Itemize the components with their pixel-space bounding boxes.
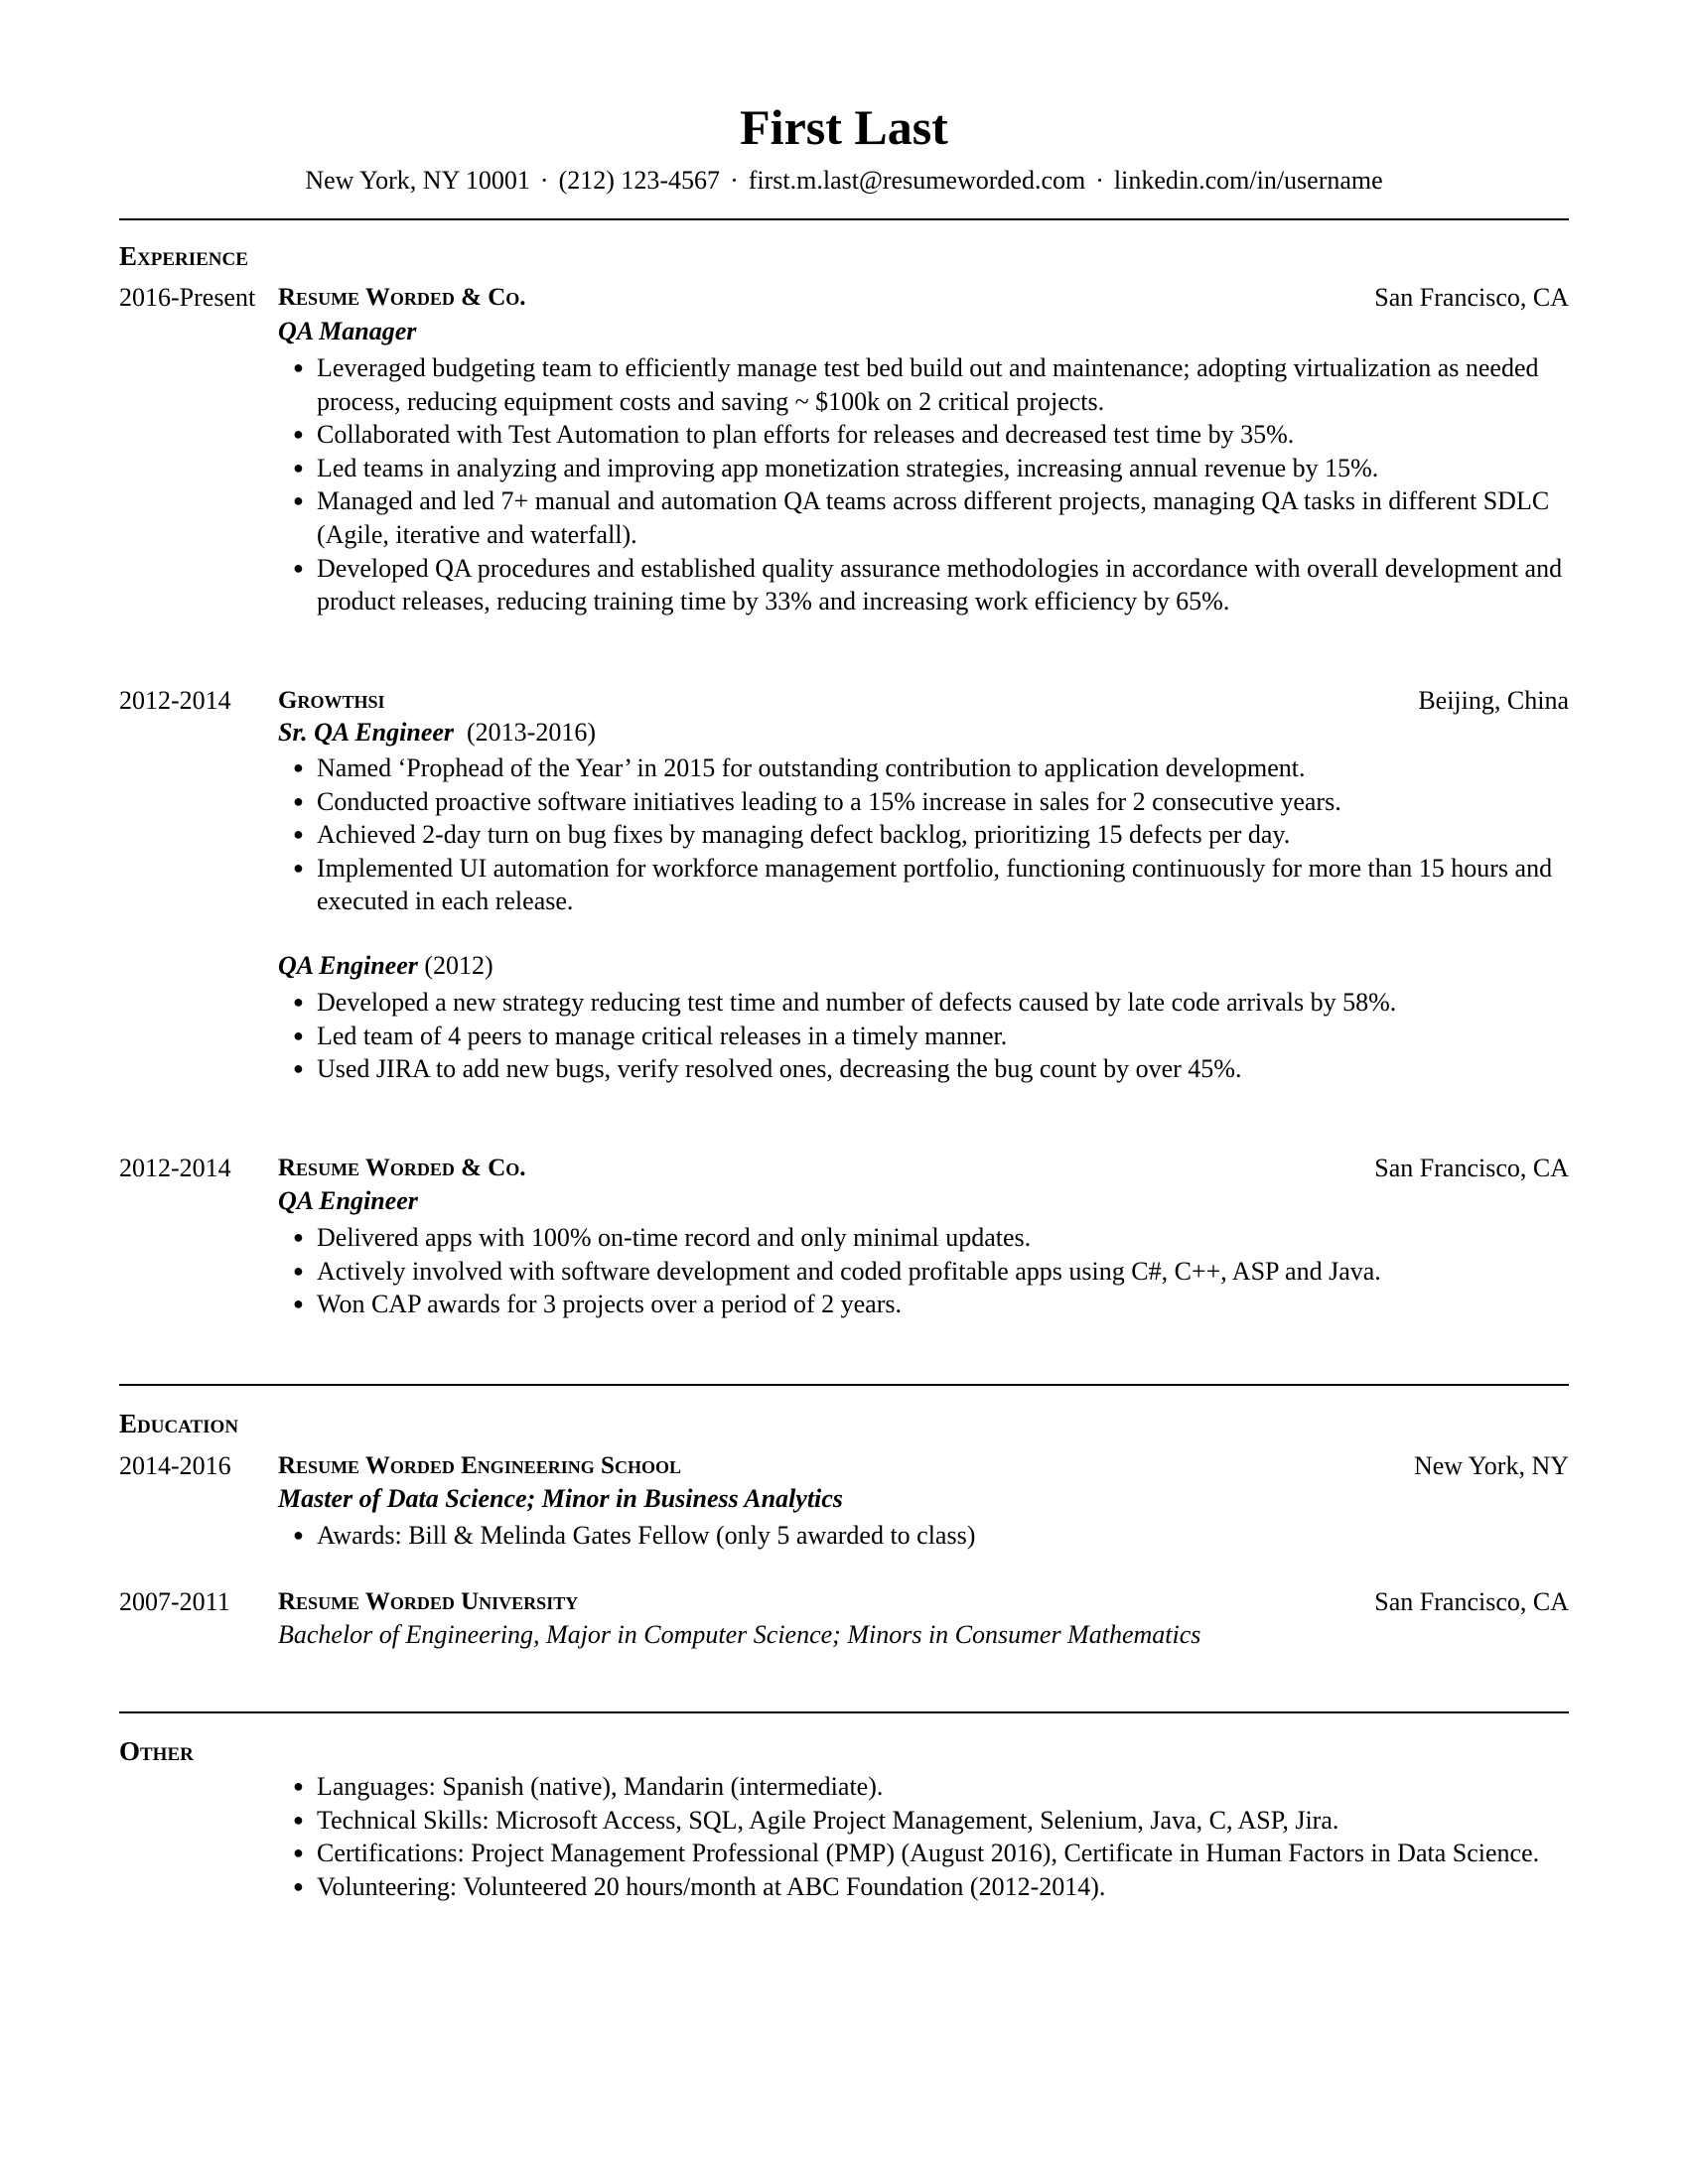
job-dates: 2016-Present <box>119 283 256 312</box>
contact-separator: · <box>1095 166 1104 195</box>
job-dates: 2012-2014 <box>119 686 231 715</box>
education-school: Resume Worded University <box>278 1588 579 1615</box>
bullet-item: ● Languages: Spanish (native), Mandarin (intermediate). <box>293 1770 1564 1804</box>
role-title: QA Engineer <box>278 1186 418 1215</box>
education-degree: Bachelor of Engineering, Major in Computer Science; Minors in Consumer Mathematics <box>278 1620 1201 1649</box>
job-location: San Francisco, CA <box>1374 1154 1569 1182</box>
bullet-item: ● Delivered apps with 100% on-time record and only minimal updates. <box>293 1221 1564 1255</box>
bullet-item: ● Actively involved with software development and coded profitable apps using C#, C++, ASP and Java. <box>293 1255 1564 1289</box>
experience-section-title: Experience <box>119 241 248 271</box>
bullet-item: ● Conducted proactive software initiatives leading to a 15% increase in sales for 2 consecutive years. <box>293 785 1564 819</box>
bullet-item: ● Used JIRA to add new bugs, verify resolved ones, decreasing the bug count by over 45%. <box>293 1052 1564 1086</box>
role-title: QA Manager <box>278 317 417 345</box>
bullet-item: ● Volunteering: Volunteered 20 hours/month at ABC Foundation (2012-2014). <box>293 1870 1564 1904</box>
job-dates: 2012-2014 <box>119 1154 231 1182</box>
bullet-item: ● Developed QA procedures and established quality assurance methodologies in accordance with overall development and product releases, reducing training time by 33% and increasing work efficiency by 65%. <box>293 552 1564 618</box>
role-title: QA Engineer <box>278 951 418 980</box>
bullet-item: ● Named ‘Prophead of the Year’ in 2015 for outstanding contribution to application development. <box>293 751 1564 785</box>
job-bullets <box>293 986 1564 1086</box>
other-bullets <box>293 1770 1564 1903</box>
education-section-title: Education <box>119 1409 239 1438</box>
job-location: San Francisco, CA <box>1374 283 1569 312</box>
education-degree: Master of Data Science; Minor in Business Analytics <box>278 1484 843 1513</box>
job-role <box>278 316 416 347</box>
contact-line <box>0 165 1688 197</box>
bullet-item: ● Awards: Bill & Melinda Gates Fellow (only 5 awarded to class) <box>293 1519 1564 1553</box>
education-location: New York, NY <box>1413 1451 1569 1480</box>
job-company: Growthsi <box>278 687 385 714</box>
job-location: Beijing, China <box>1418 686 1569 715</box>
section-divider <box>119 1384 1569 1386</box>
contact-linkedin[interactable]: linkedin.com/in/username <box>1113 166 1383 195</box>
job-role <box>278 950 493 982</box>
section-divider <box>119 1711 1569 1713</box>
job-bullets <box>293 1221 1564 1321</box>
other-section-title: Other <box>119 1736 194 1766</box>
education-dates: 2007-2011 <box>119 1587 230 1616</box>
role-period: (2012) <box>424 951 493 980</box>
contact-separator: · <box>539 166 549 195</box>
candidate-name: First Last <box>740 99 948 155</box>
bullet-item: ● Developed a new strategy reducing test time and number of defects caused by late code arrivals by 58%. <box>293 986 1564 1020</box>
bullet-item: ● Implemented UI automation for workforce management portfolio, functioning continuously for more than 15 hours and executed in each release. <box>293 852 1564 918</box>
job-bullets <box>293 751 1564 918</box>
job-role <box>278 717 596 749</box>
bullet-item: ● Led team of 4 peers to manage critical releases in a timely manner. <box>293 1020 1564 1053</box>
bullet-item: ● Certifications: Project Management Professional (PMP) (August 2016), Certificate in Human Factors in Data Science. <box>293 1837 1564 1870</box>
job-role <box>278 1185 418 1217</box>
bullet-item: ● Led teams in analyzing and improving app monetization strategies, increasing annual revenue by 15%. <box>293 452 1564 485</box>
bullet-item: ● Leveraged budgeting team to efficiently manage test bed build out and maintenance; adopting virtualization as needed process, reducing equipment costs and saving ~ $100k on 2 critical projects. <box>293 351 1564 418</box>
bullet-item: ● Collaborated with Test Automation to plan efforts for releases and decreased test time by 35%. <box>293 418 1564 452</box>
bullet-item: ● Achieved 2-day turn on bug fixes by managing defect backlog, prioritizing 15 defects per day. <box>293 818 1564 852</box>
contact-email[interactable]: first.m.last@resumeworded.com <box>748 166 1086 195</box>
education-school: Resume Worded Engineering School <box>278 1452 681 1479</box>
education-dates: 2014-2016 <box>119 1451 231 1480</box>
contact-address: New York, NY 10001 <box>305 166 530 195</box>
bullet-item: ● Technical Skills: Microsoft Access, SQL, Agile Project Management, Selenium, Java, C, ASP, Jira. <box>293 1804 1564 1838</box>
bullet-item: ● Won CAP awards for 3 projects over a period of 2 years. <box>293 1288 1564 1321</box>
role-title: Sr. QA Engineer <box>278 718 455 747</box>
section-divider <box>119 218 1569 220</box>
job-company: Resume Worded & Co. <box>278 284 526 311</box>
education-bullets <box>293 1519 1564 1553</box>
role-period: (2013-2016) <box>467 718 596 747</box>
job-company: Resume Worded & Co. <box>278 1155 526 1181</box>
bullet-item: ● Managed and led 7+ manual and automation QA teams across different projects, managing QA tasks in different SDLC (Agile, iterative and waterfall). <box>293 484 1564 551</box>
contact-separator: · <box>730 166 739 195</box>
job-bullets <box>293 351 1564 618</box>
contact-phone: (212) 123-4567 <box>558 166 721 195</box>
education-location: San Francisco, CA <box>1374 1587 1569 1616</box>
